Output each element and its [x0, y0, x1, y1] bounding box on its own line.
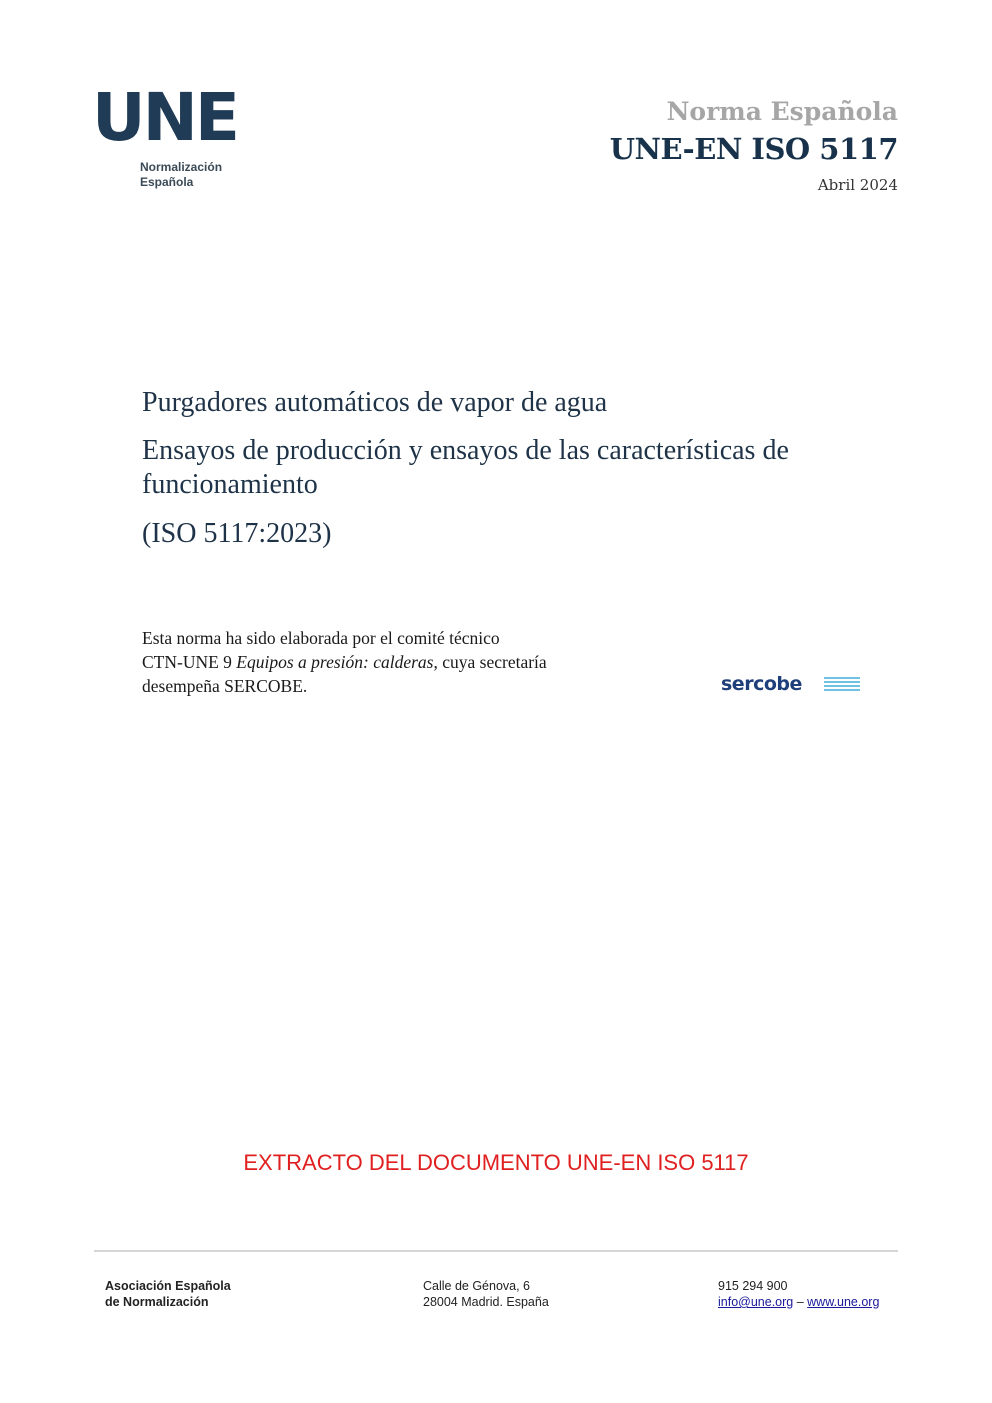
- website-link[interactable]: www.une.org: [807, 1295, 880, 1309]
- sercobe-wordmark: sercobe: [721, 673, 802, 695]
- sercobe-logo: [721, 670, 861, 698]
- footer-address-line1: Calle de Génova, 6: [423, 1279, 531, 1293]
- committee-text-1: Esta norma ha sido elaborada por el comité técnico: [142, 628, 500, 648]
- footer-address-line2: 28004 Madrid. España: [423, 1295, 549, 1309]
- une-logo: [92, 79, 252, 198]
- extract-notice: EXTRACTO DEL DOCUMENTO UNE-EN ISO 5117: [243, 1150, 749, 1175]
- committee-note: [142, 626, 662, 698]
- title-line-3: (ISO 5117:2023): [142, 518, 332, 549]
- footer-divider: [94, 1250, 898, 1252]
- document-date: Abril 2024: [817, 176, 898, 194]
- footer-link-separator: –: [793, 1295, 808, 1309]
- committee-text-4: desempeña SERCOBE.: [142, 676, 308, 696]
- logo-sub-line1: Normalización: [140, 160, 223, 174]
- footer-org-line1: Asociación Española: [105, 1279, 231, 1293]
- footer-links: [718, 1294, 879, 1310]
- footer-organization: [105, 1278, 231, 1310]
- document-category: Norma Española: [666, 97, 898, 126]
- committee-name: Equipos a presión: calderas: [236, 652, 434, 672]
- document-code: UNE-EN ISO 5117: [609, 132, 898, 166]
- email-link[interactable]: info@une.org: [718, 1295, 794, 1309]
- sercobe-fine-print: [824, 677, 860, 693]
- title-line-1: Purgadores automáticos de vapor de agua: [142, 387, 608, 418]
- committee-text-2: CTN-UNE 9: [142, 652, 237, 672]
- footer-org-line2: de Normalización: [105, 1295, 209, 1309]
- une-logo-subtitle: [140, 160, 222, 190]
- document-header: [610, 94, 898, 194]
- une-logo-mark: UNE: [92, 79, 237, 156]
- document-titles: [142, 385, 902, 552]
- title-line-2: Ensayos de producción y ensayos de las características de funcionamiento: [142, 435, 789, 500]
- footer-address: [423, 1278, 549, 1310]
- footer-contact: [718, 1278, 879, 1310]
- logo-sub-line2: Española: [140, 175, 194, 189]
- footer-phone: 915 294 900: [718, 1279, 788, 1293]
- committee-text-3: , cuya secretaría: [433, 652, 547, 672]
